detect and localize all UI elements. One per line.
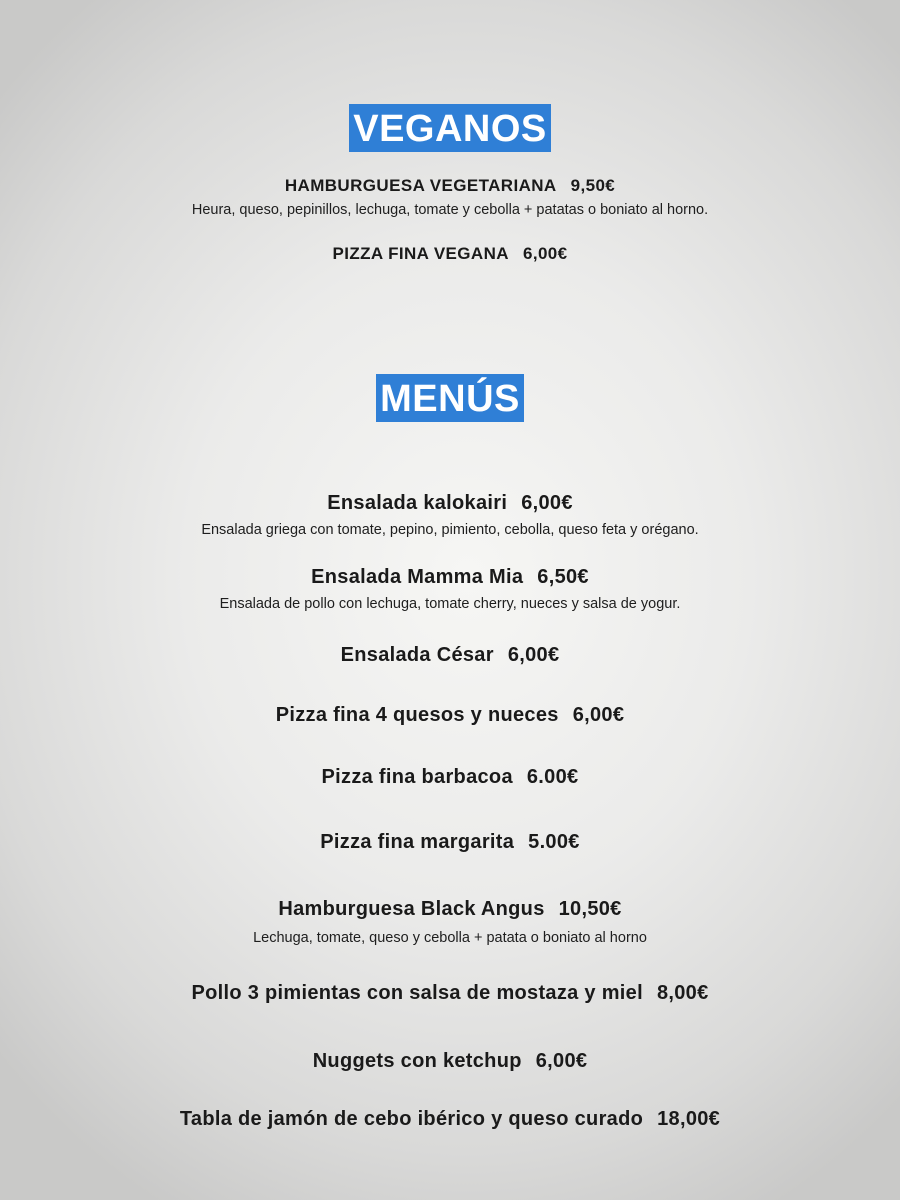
menu-item-pollo-3-pimientas [0,982,900,1005]
item-name: Ensalada kalokairi [327,492,508,514]
item-price: 6.00€ [526,766,579,788]
menu-item-ensalada-mamma-mia [0,566,900,589]
item-name: Ensalada Mamma Mia [311,566,524,588]
item-price: 6,00€ [522,244,568,263]
item-name: Hamburguesa Black Angus [278,898,545,920]
item-price: 6,50€ [537,566,589,588]
veganos-title: VEGANOS [349,104,551,152]
menu-item-hamburguesa-vegetariana [0,176,900,196]
item-name: Pizza fina barbacoa [321,766,513,788]
item-name: Pizza fina 4 quesos y nueces [275,704,559,726]
item-price: 6,00€ [507,644,560,666]
item-description: Ensalada de pollo con lechuga, tomate cherry, nueces y salsa de yogur. [219,596,681,612]
menu-item-ensalada-cesar [0,644,900,667]
section-header-veganos [0,104,900,152]
item-name: Nuggets con ketchup [312,1050,522,1072]
item-description: Heura, queso, pepinillos, lechuga, tomate y cebolla + patatas o boniato al horno. [191,202,709,218]
item-price: 6,00€ [572,704,625,726]
item-price: 8,00€ [656,982,709,1004]
item-name: PIZZA FINA VEGANA [332,244,509,263]
item-name: HAMBURGUESA VEGETARIANA [284,176,557,195]
section-header-menus [0,374,900,422]
item-price: 6,00€ [521,492,573,514]
item-name: Ensalada César [340,644,494,666]
item-price: 5.00€ [528,831,580,853]
menu-item-hamburguesa-black-angus [0,898,900,921]
menu-item-pizza-4-quesos [0,704,900,727]
menu-item-pizza-fina-vegana [0,244,900,264]
menu-item-pizza-barbacoa [0,766,900,789]
menu-item-tabla-jamon [0,1108,900,1131]
menu-item-pizza-margarita [0,831,900,854]
item-price: 9,50€ [570,176,616,195]
item-price: 10,50€ [558,898,622,920]
item-name: Tabla de jamón de cebo ibérico y queso curado [179,1108,644,1130]
item-name: Pollo 3 pimientas con salsa de mostaza y miel [191,982,643,1004]
item-price: 6,00€ [535,1050,588,1072]
menu-item-ensalada-kalokairi [0,492,900,515]
item-description: Lechuga, tomate, queso y cebolla + patata o boniato al horno [253,930,647,946]
item-description: Ensalada griega con tomate, pepino, pimiento, cebolla, queso feta y orégano. [201,522,699,538]
menu-item-nuggets [0,1050,900,1073]
menus-title: MENÚS [376,374,524,422]
item-name: Pizza fina margarita [320,831,515,853]
item-price: 18,00€ [657,1108,721,1130]
